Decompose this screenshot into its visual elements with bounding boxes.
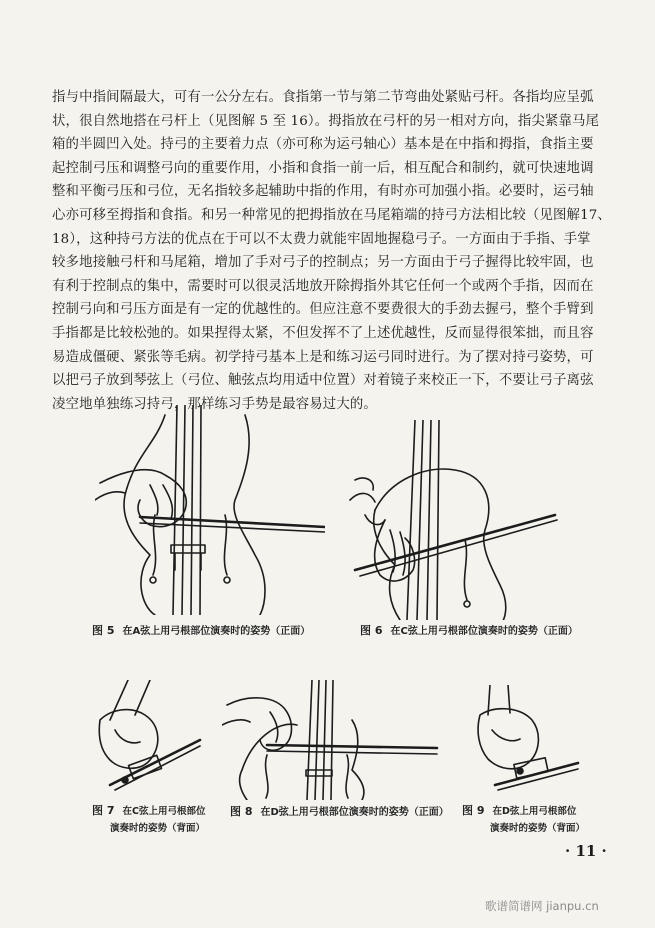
text-line: 以把弓子放到琴弦上（弓位、触弦点均用适中位置）对着镜子来校正一下，不要让弓子离弦	[52, 373, 594, 389]
figure-7-caption	[92, 802, 205, 837]
figure-6-illustration	[345, 420, 585, 620]
figure-number: 图 8	[230, 805, 253, 818]
text-line: 手指都是比较松弛的。如果捏得太紧，不但发挥不了上述优越性，反而显得很笨拙，而且容	[52, 325, 594, 341]
text-line: 18），这种持弓方法的优点在于可以不太费力就能牢固地握稳弓子。一方面由于手指、手掌	[52, 231, 591, 247]
figure-number: 图 7	[92, 804, 115, 817]
text-line: 起控制弓压和调整弓向的重要作用，小指和食指一前一后，相互配合和制约，就可快速地调	[52, 160, 594, 176]
figure-number: 图 9	[462, 804, 485, 817]
text-line: 整和平衡弓压和弓位，无名指较多起辅助中指的作用，有时亦可加强小指。必要时，运弓轴	[52, 184, 594, 200]
figure-5-illustration	[95, 405, 325, 615]
caption-text: 在A弦上用弓根部位演奏时的姿势（正面）	[122, 626, 311, 637]
figure-8-caption	[230, 803, 449, 819]
text-line: 箱的半圆凹入处。持弓的主要着力点（亦可称为运弓轴心）基本是在中指和拇指，食指主要	[52, 137, 594, 153]
figure-9-illustration	[470, 685, 580, 795]
caption-text: 在C弦上用弓根部位演奏时的姿势（正面）	[390, 626, 578, 637]
figure-number: 图 5	[92, 624, 115, 637]
caption-text-line2: 演奏时的姿势（背面）	[110, 823, 206, 834]
text-line: 有利于控制点的集中，需要时可以很灵活地放开除拇指外其它任何一个或两个手指，因而在	[52, 278, 594, 294]
text-line: 凌空地单独练习持弓，那样练习手势是最容易过大的。	[52, 396, 377, 412]
figure-8-illustration	[222, 680, 442, 800]
text-line: 较多地接触弓杆和马尾箱，增加了手对弓子的控制点；另一方面由于弓子握得比较牢固，也	[52, 255, 594, 271]
caption-text-line2: 演奏时的姿势（背面）	[490, 823, 586, 834]
text-line: 状，很自然地搭在弓杆上（见图解 5 至 16）。拇指放在弓杆的另一相对方向，指尖紧靠马尾	[52, 113, 600, 129]
figure-6-caption	[360, 622, 578, 638]
body-paragraph	[52, 86, 612, 416]
figure-7-illustration	[90, 680, 210, 800]
caption-text: 在D弦上用弓根部位演奏时的姿势（正面）	[260, 807, 449, 818]
caption-text-line1: 在D弦上用弓根部位	[492, 806, 577, 817]
figure-5-caption	[92, 622, 310, 638]
figure-number: 图 6	[360, 624, 383, 637]
text-line: 指与中指间隔最大，可有一公分左右。食指第一节与第二节弯曲处紧贴弓杆。各指均应呈弧	[52, 90, 594, 105]
page-number: · 11 ·	[565, 842, 607, 860]
text-line: 控制弓向和弓压方面是有一定的优越性的。但应注意不要费很大的手劲去握弓，整个手臂到	[52, 302, 594, 318]
figure-9-caption	[462, 802, 585, 837]
caption-text-line1: 在C弦上用弓根部位	[122, 806, 206, 817]
site-watermark: 歌谱简谱网 jianpu.cn	[485, 899, 599, 913]
text-line: 心亦可移至拇指和食指。和另一种常见的把拇指放在马尾箱端的持弓方法相比较（见图解17、	[52, 207, 611, 223]
text-line: 易造成僵硬、紧张等毛病。初学持弓基本上是和练习运弓同时进行。为了摆对持弓姿势，可	[52, 349, 594, 365]
